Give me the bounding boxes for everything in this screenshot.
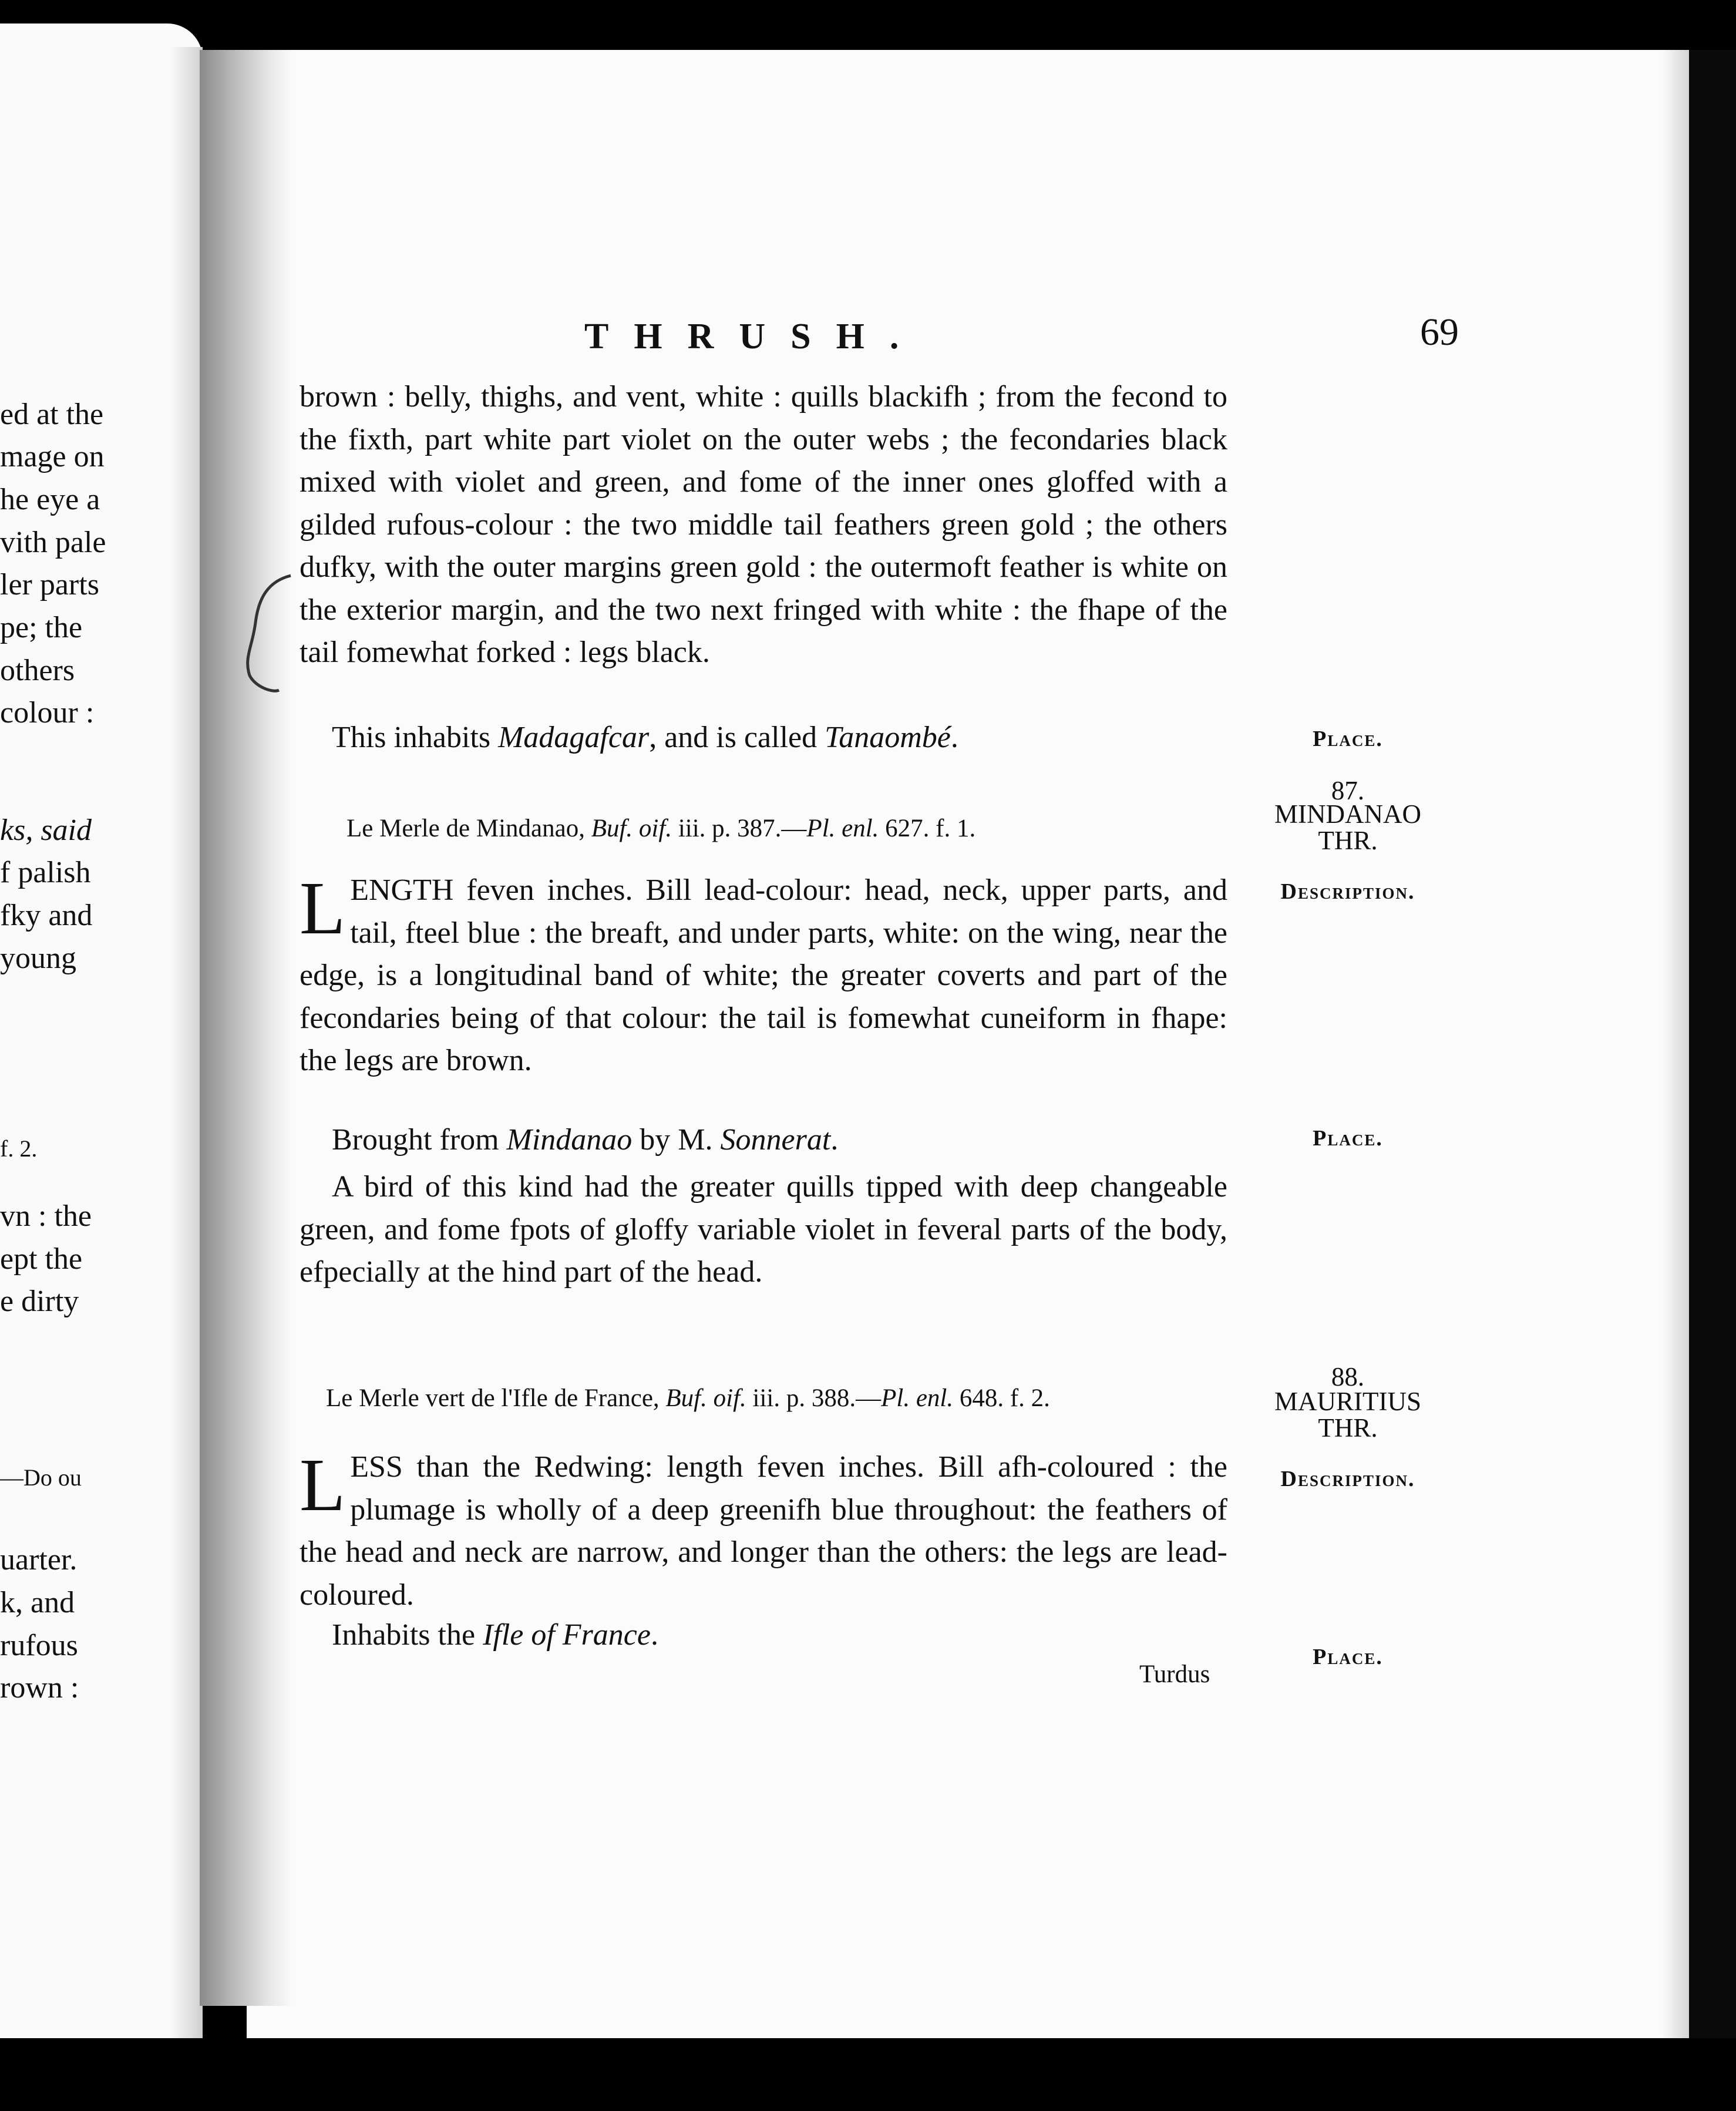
bibliographic-reference — [346, 812, 975, 846]
species-name-abbrev: THR. — [1318, 826, 1378, 855]
left-page-line: —Do ou — [0, 1464, 82, 1491]
left-page-text — [0, 23, 203, 2038]
left-page-line: f palish — [0, 856, 91, 889]
pencil-bracket-mark — [232, 564, 297, 699]
ref-text: 627. f. 1. — [879, 815, 976, 842]
madagascar-paragraph — [300, 717, 1227, 759]
book-gutter — [200, 50, 294, 2006]
left-page-line: ept the — [0, 1242, 83, 1276]
native-name: Tanaombé — [825, 721, 951, 754]
continuation-paragraph: brown : belly, thighs, and vent, white : quills blackifh ; from the fecond to the fixth, part white part violet on the outer webs ; the fecondaries black mixed with violet and green, and fome of the inner ones gloffed with a gilded rufous-colour : the two middle tail feathers green gold ; the others dufky, with the outer margins green gold : the outermoft feather is white on the exterior margin, and the two next fringed with white : the fhape of the tail fomewhat forked : legs black. — [300, 380, 1227, 669]
ref-source: Buf. oif. — [665, 1384, 746, 1412]
ref-text: iii. p. 388.— — [746, 1384, 882, 1412]
drop-cap: L — [300, 1443, 346, 1527]
left-page-line: colour : — [0, 696, 95, 730]
place-name: Madagafcar — [498, 721, 650, 754]
book-cover-edge — [1689, 50, 1736, 2111]
text-run: This inhabits — [332, 721, 499, 754]
catchword: Turdus — [1139, 1660, 1210, 1688]
margin-description-label: Description. — [1280, 879, 1415, 904]
margin-place-label: Place. — [1313, 727, 1383, 751]
species-description — [300, 866, 1227, 1083]
page-number: 69 — [1420, 311, 1459, 354]
left-page-line: ler parts — [0, 568, 99, 601]
text-run: Brought from — [332, 1123, 507, 1157]
origin-paragraph — [300, 1119, 1227, 1162]
origin-paragraph — [300, 1614, 1227, 1657]
species-number: 88. — [1331, 1362, 1365, 1391]
species-description — [300, 1443, 1227, 1616]
text-run: . — [950, 721, 958, 754]
scan-top-border — [0, 0, 1736, 50]
left-page-line: young — [0, 942, 76, 975]
text-run: by M. — [632, 1123, 721, 1157]
text-run: . — [650, 1618, 658, 1652]
species-name: MINDANAO — [1274, 799, 1421, 829]
scan-bottom-border — [0, 2038, 1736, 2111]
left-page-line: ed at the — [0, 398, 104, 431]
person-name: Sonnerat — [720, 1123, 831, 1157]
species-name-abbrev: THR. — [1318, 1413, 1378, 1443]
margin-place-label: Place. — [1313, 1126, 1383, 1151]
text-run: . — [830, 1123, 839, 1157]
place-name: Mindanao — [506, 1123, 633, 1157]
description-text: ENGTH feven inches. Bill lead-colour: head, neck, upper parts, and tail, fteel blue : the breaft, and under parts, white: on the wing, near the edge, is a longitudinal band of white; the greater coverts and part of the fecondaries being of that colour: the tail is fomewhat cuneiform in fhape: the legs are brown. — [300, 873, 1227, 1077]
left-page-line: k, and — [0, 1586, 75, 1619]
ref-text: Le Merle de Mindanao, — [346, 815, 591, 842]
page-edge-shadow — [1662, 50, 1689, 2059]
left-page-line: f. 2. — [0, 1135, 38, 1162]
left-page-line: he eye a — [0, 483, 100, 516]
left-page-line: mage on — [0, 440, 105, 473]
left-page-line: pe; the — [0, 611, 83, 644]
ref-text: Le Merle vert de l'Ifle de France, — [326, 1384, 666, 1412]
left-page-line: others — [0, 654, 75, 687]
margin-description-label: Description. — [1280, 1467, 1415, 1491]
left-page-line: uarter. — [0, 1543, 78, 1576]
left-page-line: vith pale — [0, 526, 106, 559]
text-run: Inhabits the — [332, 1618, 483, 1652]
margin-place-label: Place. — [1313, 1645, 1383, 1669]
ref-text: iii. p. 387.— — [672, 815, 807, 842]
left-page-line: e dirty — [0, 1285, 79, 1318]
place-name: Ifle of France — [483, 1618, 651, 1652]
bibliographic-reference — [326, 1381, 1050, 1416]
ref-source: Buf. oif. — [591, 815, 672, 842]
drop-cap: L — [300, 866, 346, 950]
ref-source: Pl. enl. — [881, 1384, 954, 1412]
left-page-line: rown : — [0, 1671, 79, 1705]
left-page-line: fky and — [0, 899, 93, 932]
left-page-line: vn : the — [0, 1199, 92, 1233]
left-page-line: rufous — [0, 1629, 78, 1662]
ref-text: 648. f. 2. — [953, 1384, 1050, 1412]
running-head-title: THRUSH. — [584, 317, 924, 357]
text-run: , and is called — [649, 721, 825, 754]
species-number: 87. — [1331, 776, 1365, 805]
description-text: ESS than the Redwing: length feven inches. Bill afh-coloured : the plumage is wholly of a deep greenifh blue throughout: the feathers of the head and neck are narrow, and longer than the others: the legs are lead-coloured. — [300, 1450, 1227, 1612]
left-page-line: ks, said — [0, 814, 92, 847]
variety-paragraph: A bird of this kind had the greater quills tipped with deep changeable green, and fome fpots of gloffy variable violet in feveral parts of the body, efpecially at the hind part of the head. — [300, 1170, 1227, 1289]
ref-source: Pl. enl. — [806, 815, 879, 842]
species-name: MAURITIUS — [1274, 1387, 1421, 1416]
